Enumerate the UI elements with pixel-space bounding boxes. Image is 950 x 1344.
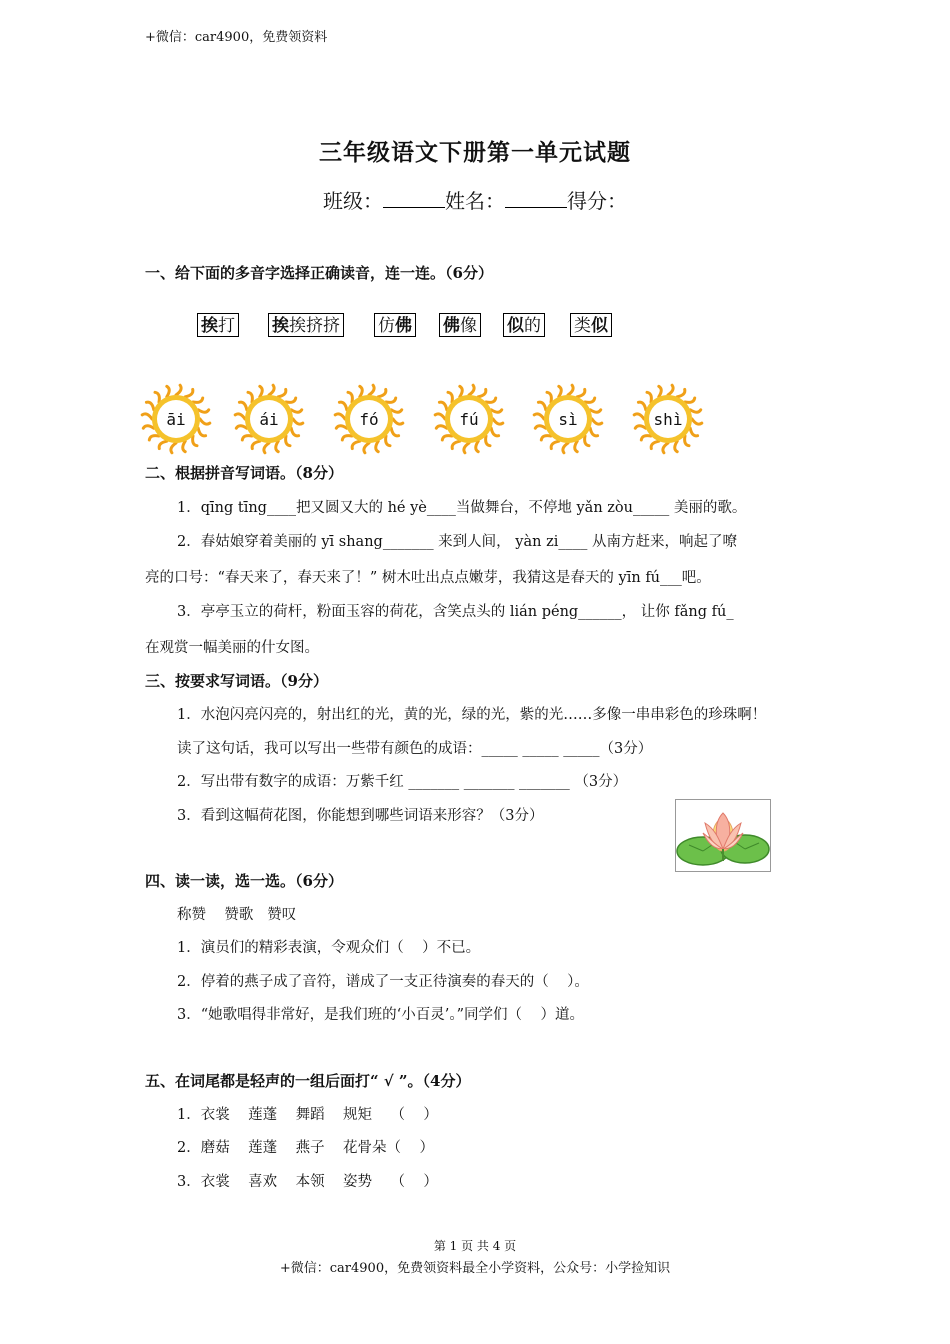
sun-ray [568,385,573,395]
bold-char: 似 [591,316,608,336]
sun-ray [143,426,154,428]
sun-ray [336,426,347,428]
sun-ray [376,441,378,452]
sun-ray [491,428,498,436]
sun-ray [551,441,559,448]
sun-ray [286,436,290,446]
sun-ray [200,419,210,424]
section-3-title: 三、按要求写词语。（9分） [145,672,328,690]
char-box-1 [197,313,239,337]
sun-pinyin-5 [532,383,604,455]
sun-ray [577,389,585,396]
name-blank[interactable] [505,207,567,208]
sun-ray [647,392,651,402]
page-title: 三年级语文下册第一单元试题 [319,139,631,166]
char-box-3 [374,313,416,337]
sec2-line-5: 在观赏一幅美丽的什女图。 [145,640,319,656]
sec2-line-3: 亮的口号：“春天来了，春天来了！” 树木吐出点点嫩芽，我猜这是春天的 yīn fú___吧。 [145,570,711,586]
sun-ray [690,428,697,436]
sun-ray [685,436,689,446]
sun-ray [369,385,374,395]
bold-char: 挨 [201,316,218,336]
plain-chars: 类 [574,316,591,336]
sun-ray [378,389,386,396]
sun-ray [248,392,252,402]
sun-ray [176,385,181,395]
section-4-title: 四、读一读，选一选。（6分） [145,872,343,890]
sun-ray [547,392,551,402]
sec5-row-1: 1．衣裳 莲蓬 舞蹈 规矩 （ ） [177,1107,438,1123]
sun-ray [171,443,176,453]
sun-ray [146,402,153,410]
plain-chars: 像 [460,316,477,336]
sec4-word-options: 称赞 赞歌 赞叹 [177,907,297,923]
sun-pinyin-text: fó [359,410,379,429]
sun-pinyin-text: sì [558,410,578,429]
sec4-line-1: 1．演员们的精彩表演，令观众们（ ）不已。 [177,940,481,956]
char-box-6 [570,313,612,337]
sun-ray [535,426,546,428]
class-label: 班级： [323,189,383,213]
sun-ray [452,441,460,448]
char-box-4 [439,313,481,337]
section-2-title: 二、根据拼音写词语。（8分） [145,464,343,482]
sun-pinyin-text: fú [459,410,479,429]
subtitle-row [0,185,950,214]
sun-ray [393,419,403,424]
sec3-line-2: 读了这句话，我可以写出一些带有颜色的成语：_____ _____ _____（3分） [177,741,653,757]
sun-ray [142,414,152,419]
sec3-line-3: 2．写出带有数字的成语：万紫千红 _______ _______ _______ （3分） [177,774,628,790]
sun-ray [460,386,462,397]
sun-ray [668,385,673,395]
sun-ray [663,443,668,453]
sun-ray [364,443,369,453]
sun-ray [563,443,568,453]
sun-ray [464,443,469,453]
sun-ray [677,389,685,396]
sun-ray [651,441,659,448]
score-label: 得分： [567,189,627,213]
lotus-image [675,799,771,872]
sun-pinyin-3 [333,383,405,455]
sun-ray [149,436,159,440]
sun-ray [478,389,486,396]
sun-ray [278,389,286,396]
sun-ray [193,436,197,446]
plain-chars: 的 [524,316,541,336]
sun-pinyin-2 [233,383,305,455]
bold-char: 佛 [395,316,412,336]
class-blank[interactable] [383,207,445,208]
sun-ray [193,398,203,402]
sun-ray [264,443,269,453]
sun-pinyin-4 [433,383,505,455]
sun-ray [198,428,205,436]
sun-pinyin-6 [632,383,704,455]
sec3-line-4: 3．看到这幅荷花图，你能想到哪些词语来形容？（3分） [177,808,544,824]
name-label: 姓名： [445,189,505,213]
sun-ray [685,398,695,402]
sun-ray [692,419,702,424]
sun-ray [436,426,447,428]
sun-ray [491,410,502,412]
sun-ray [235,414,245,419]
sun-ray [476,441,478,452]
sun-ray [675,441,677,452]
sun-ray [252,441,260,448]
sec2-line-4: 3．亭亭玉立的荷杆，粉面玉容的荷花，含笑点头的 lián péng______， 让你 fǎng fú_ [177,604,734,620]
bold-char: 挨 [272,316,289,336]
sun-ray [435,414,445,419]
bold-char: 似 [507,316,524,336]
sun-ray [442,436,452,440]
sec4-line-3: 3．“她歌唱得非常好，是我们班的‘小百灵’。”同学们（ ）道。 [177,1007,584,1023]
sun-ray [242,436,252,440]
sun-ray [183,441,185,452]
sun-ray [185,389,193,396]
page-number: 第 1 页 共 4 页 [433,1239,517,1253]
sun-pinyin-1 [140,383,212,455]
sun-ray [635,426,646,428]
sun-ray [538,402,545,410]
sun-ray [439,402,446,410]
section-1-title: 一、给下面的多音字选择正确读音，连一连。（6分） [145,264,493,282]
sun-ray [386,398,396,402]
sun-ray [348,392,352,402]
sun-ray [391,410,402,412]
sec4-line-2: 2．停着的燕子成了音符，谱成了一支正待演奏的春天的（ ）。 [177,974,589,990]
sun-ray [386,436,390,446]
sun-ray [291,410,302,412]
sun-ray [155,392,159,402]
sec2-line-2: 2．春姑娘穿着美丽的 yī shang_______ 来到人间， yàn zi____ 从南方赶来，响起了嘹 [177,534,737,550]
sec5-row-2: 2．磨菇 莲蓬 燕子 花骨朵（ ） [177,1140,434,1156]
sun-ray [541,436,551,440]
sun-ray [486,436,490,446]
sun-ray [236,426,247,428]
sun-ray [448,392,452,402]
sun-ray [291,428,298,436]
sun-ray [335,414,345,419]
plain-chars: 打 [218,316,235,336]
sun-ray [159,441,167,448]
sun-ray [638,402,645,410]
sun-ray [339,402,346,410]
sun-ray [269,385,274,395]
sun-ray [360,386,362,397]
sun-pinyin-text: shì [653,410,683,429]
section-5-title: 五、在词尾都是轻声的一组后面打“ √ ”。（4分） [145,1072,471,1090]
sun-ray [641,436,651,440]
char-box-5 [503,313,545,337]
sun-ray [239,402,246,410]
sun-ray [167,386,169,397]
sun-ray [352,441,360,448]
sun-ray [634,414,644,419]
sun-ray [585,398,595,402]
sun-ray [559,386,561,397]
sun-ray [493,419,503,424]
header-note: +微信：car4900，免费领资料 [145,30,328,45]
sun-ray [486,398,496,402]
sun-ray [276,441,278,452]
sun-ray [659,386,661,397]
plain-chars: 挨挤挤 [289,316,340,336]
sun-pinyin-text: āi [166,410,186,429]
sun-ray [391,428,398,436]
sun-ray [592,419,602,424]
sun-ray [534,414,544,419]
sun-pinyin-text: ái [259,410,279,429]
sec5-row-3: 3．衣裳 喜欢 本领 姿势 （ ） [177,1174,438,1190]
footer-note: +微信：car4900，免费领资料最全小学资料，公众号：小学捡知识 [279,1261,671,1276]
sun-ray [198,410,209,412]
sun-ray [690,410,701,412]
sec3-line-1: 1．水泡闪亮闪亮的，射出红的光，黄的光，绿的光，紫的光……多像一串串彩色的珍珠啊！ [177,707,767,723]
sun-ray [575,441,577,452]
sun-ray [293,419,303,424]
bold-char: 佛 [443,316,460,336]
sun-ray [585,436,589,446]
sun-ray [469,385,474,395]
sun-ray [260,386,262,397]
sec2-line-1: 1．qīng tīng____把又圆又大的 hé yè____当做舞台，不停地 yǎn zòu_____ 美丽的歌。 [177,500,747,516]
char-box-2 [268,313,344,337]
sun-ray [342,436,352,440]
sun-ray [286,398,296,402]
plain-chars: 仿 [378,316,395,336]
sun-ray [590,410,601,412]
sun-ray [590,428,597,436]
